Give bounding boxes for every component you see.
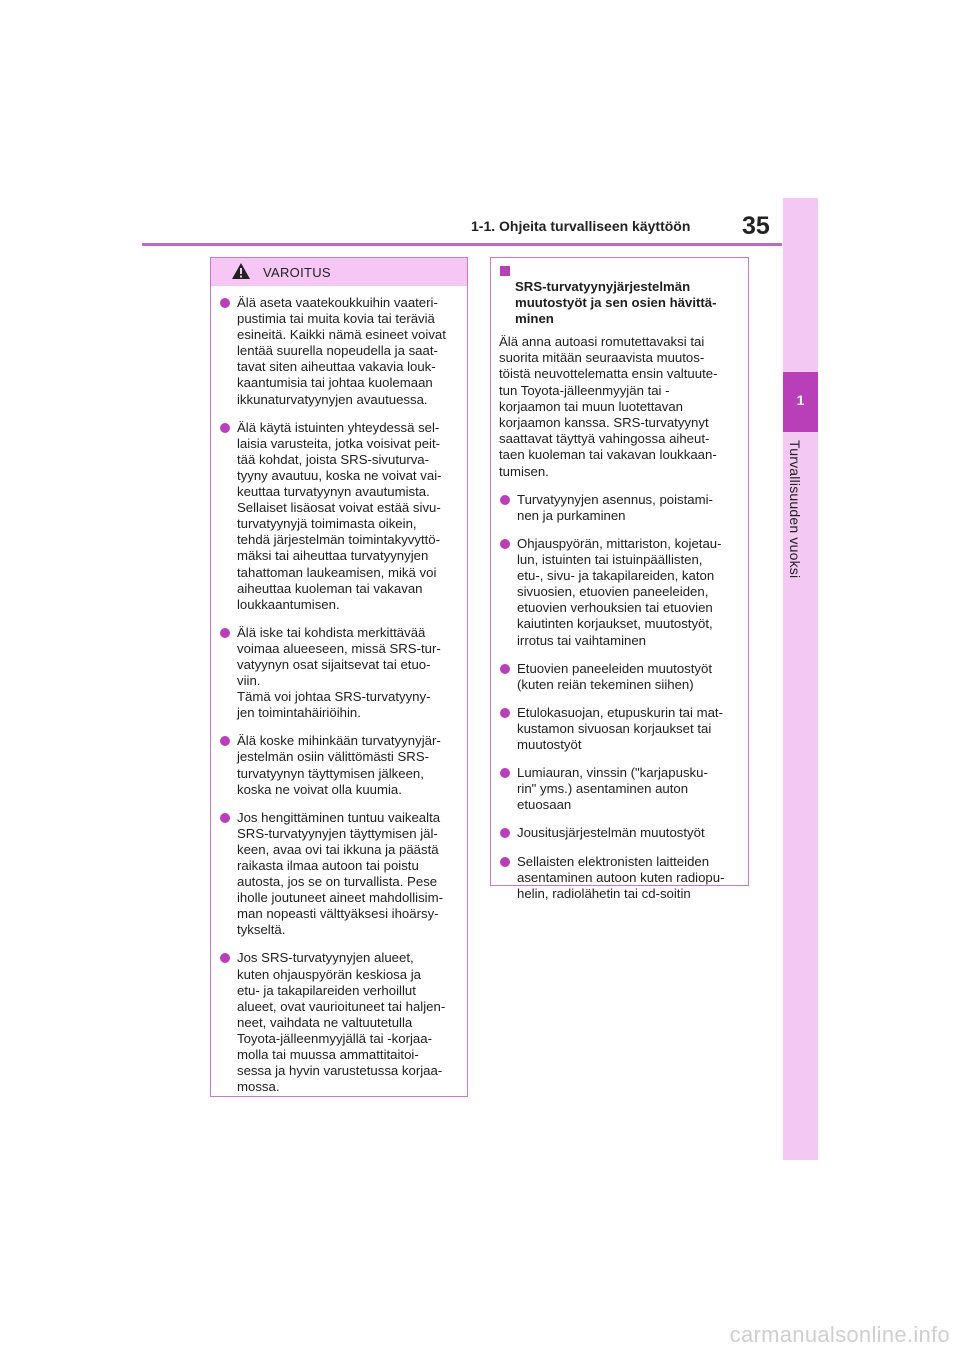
info-item: [499, 661, 740, 693]
bullet-dot-icon: [220, 953, 230, 963]
info-item-text: Etuovien paneeleiden muutostyöt (kuten reiän tekeminen siihen): [517, 660, 713, 692]
chapter-number: 1: [796, 392, 805, 408]
chapter-side-tab: [783, 198, 818, 1160]
warning-item: [219, 810, 457, 939]
bullet-dot-icon: [220, 423, 230, 433]
bullet-square-icon: [500, 266, 510, 276]
info-item: [499, 492, 740, 524]
warning-item: [219, 733, 457, 797]
warning-title: VAROITUS: [263, 265, 331, 280]
watermark: carmanualsonline.info: [729, 1322, 950, 1347]
warning-item: [219, 295, 457, 408]
warning-item: [219, 625, 457, 722]
info-item-text: Lumiauran, vinssin ("karjapusku- rin" yms.) asentaminen auton etuosaan: [517, 765, 708, 813]
info-item: [499, 705, 740, 753]
header-rule: [142, 243, 782, 246]
info-item: [499, 854, 740, 902]
bullet-dot-icon: [220, 736, 230, 746]
warning-item-text: Älä käytä istuinten yhteydessä sel- laisia varusteita, jotka voisivat peit- tää kohdat, joista SRS-sivuturva- tyyny avautuu, koska ne voivat vai- keuttaa turvatyynyn avautumista. Sellaiset lisäosat voivat estää sivu- turvatyynyjä toimimasta oikein, tehdä järjestelmän toimintakyvyttö- mäksi tai aiheuttaa turvatyynyjen tahattoman laukeamisen, mikä voi aiheuttaa kuoleman tai vakavan loukkaantumisen.: [237, 419, 442, 612]
info-item: [499, 825, 740, 841]
warning-item-text: Älä iske tai kohdista merkittävää voimaa alueeseen, missä SRS-tur- vatyynyn osat sijaitsevat tai etuo- viin. Tämä voi johtaa SRS-turvatyyny- jen toimintahäiriöihin.: [237, 624, 441, 721]
bullet-dot-icon: [220, 628, 230, 638]
info-box: [490, 257, 749, 901]
bullet-dot-icon: [500, 495, 510, 505]
warning-box: [210, 257, 468, 1097]
info-item-text: Turvatyynyjen asennus, poistami- nen ja purkaminen: [517, 491, 713, 523]
info-item-text: Jousitusjärjestelmän muutostyöt: [517, 825, 705, 841]
bullet-dot-icon: [220, 298, 230, 308]
warning-item: [219, 420, 457, 613]
chapter-label: Turvallisuuden vuoksi: [787, 440, 803, 579]
warning-item-text: Jos SRS-turvatyynyjen alueet, kuten ohjauspyörän keskiosa ja etu- ja takapilareiden verhoillut alueet, ovat vaurioituneet tai haljen- neet, vaihdata ne valtuutetulla Toyota-jälleenmyyjällä tai -korjaa- molla tai muussa ammattitaitoi- sessa ja hyvin varustetussa korjaa- mossa.: [237, 950, 446, 1095]
info-heading-text: SRS-turvatyynyjärjestelmän muutostyöt ja sen osien hävittä- minen: [515, 279, 717, 326]
info-item-text: Sellaisten elektronisten laitteiden asentaminen autoon kuten radiopu- helin, radiolähetin tai cd-soitin: [517, 853, 725, 901]
info-list: [499, 492, 740, 902]
info-heading: [499, 263, 740, 327]
page-number: 35: [742, 212, 770, 240]
bullet-dot-icon: [500, 828, 510, 838]
warning-triangle-icon: [231, 262, 251, 280]
warning-list: [211, 286, 467, 1095]
info-item: [499, 536, 740, 649]
info-item-text: Ohjauspyörän, mittariston, kojetau- lun, istuinten tai istuinpäällisten, etu-, sivu- ja takapilareiden, katon sivuosien, etuovien paneeleiden, etuovien verhouksien tai etuovien kaiutinten korjaukset, muutostyöt, irrotus tai vaihtaminen: [517, 536, 722, 648]
bullet-dot-icon: [500, 768, 510, 778]
warning-item-text: Älä koske mihinkään turvatyynyjär- jestelmän osiin välittömästi SRS- turvatyynyn täyttymisen jälkeen, koska ne voivat olla kuumia.: [237, 733, 441, 797]
bullet-dot-icon: [500, 539, 510, 549]
info-item: [499, 765, 740, 813]
warning-item-text: Jos hengittäminen tuntuu vaikealta SRS-turvatyynyjen täyttymisen jäl- keen, avaa ovi tai ikkuna ja päästä raikasta ilmaa autoon tai poistu autosta, jos se on turvallista. Pese iholle joutuneet aineet mahdollisim- man nopeasti välttyäksesi ihoärsy- tykseltä.: [237, 809, 443, 938]
section-title: 1-1. Ohjeita turvalliseen käyttöön: [471, 218, 691, 234]
warning-item: [219, 950, 457, 1095]
bullet-dot-icon: [500, 664, 510, 674]
warning-header: [211, 258, 467, 286]
info-intro: Älä anna autoasi romutettavaksi tai suorita mitään seuraavista muutos- töistä neuvottelematta ensin valtuute- tun Toyota-jälleenmyyjän tai - korjaamon tai muun luotettavan korjaamon kanssa. SRS-turvatyynyt saattavat täyttyä vahingossa aiheut- taen kuoleman tai vakavan loukkaan- tumisen.: [499, 334, 718, 479]
info-item-text: Etulokasuojan, etupuskurin tai mat- kustamon sivuosan korjaukset tai muutostyöt: [517, 704, 723, 753]
bullet-dot-icon: [500, 857, 510, 867]
bullet-dot-icon: [500, 708, 510, 718]
bullet-dot-icon: [220, 813, 230, 823]
warning-item-text: Älä aseta vaatekoukkuihin vaateri- pustimia tai muita kovia tai teräviä esineitä. Kaikki nämä esineet voivat lentää suurella nopeudella ja saat- tavat siten aiheuttaa vakavia louk- kaantumisia tai johtaa kuolemaan ikkunaturvatyynyjen avautuessa.: [237, 295, 446, 407]
